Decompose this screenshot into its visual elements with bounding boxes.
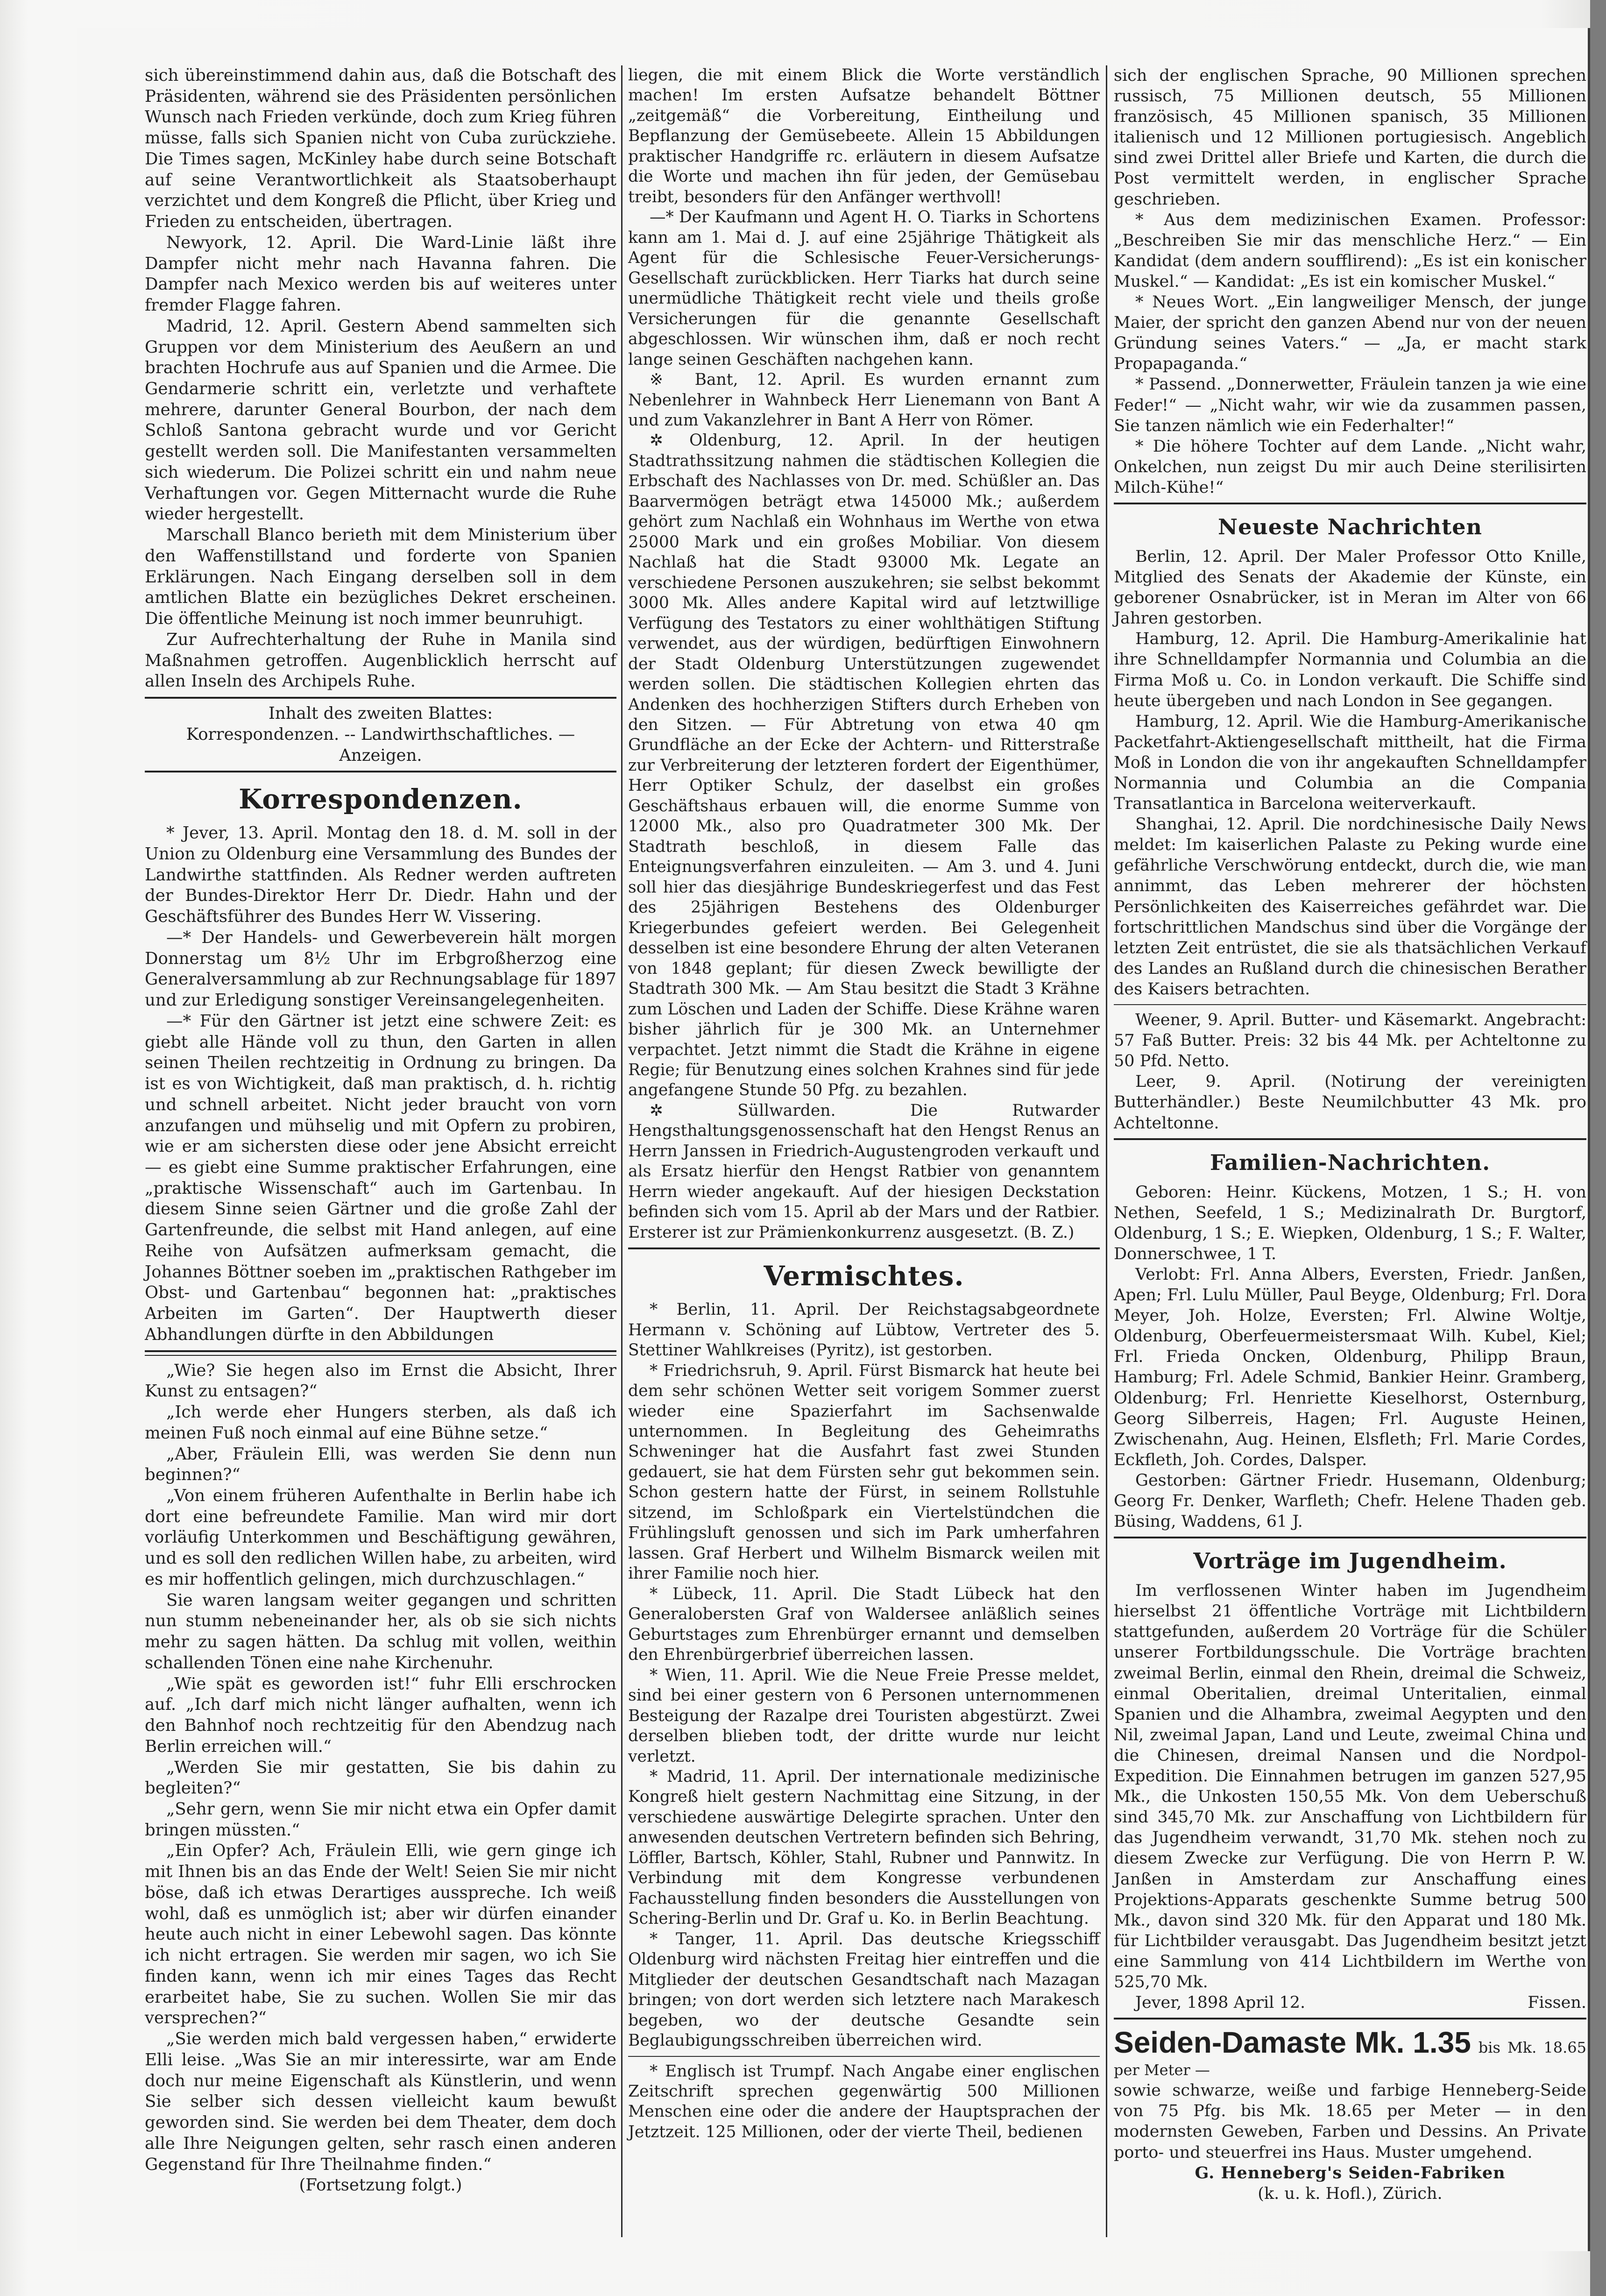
paragraph: * Berlin, 11. April. Der Reichstagsabgeordnete Hermann v. Schöning auf Lübtow, Vertreter des 5. Stettiner Wahlkreises (Pyritz), ist gestorben.: [628, 1300, 1100, 1360]
divider: [145, 697, 616, 699]
ad-body: sowie schwarze, weiße und farbige Henneberg-Seide von 75 Pfg. bis Mk. 18.65 per Meter — in den modernsten Geweben, Farben und Dessins. An Private porto- und steuerfrei ins Haus. Muster umgehend.: [1114, 2081, 1586, 2162]
column-rule: [1106, 65, 1107, 2237]
section-heading: Korrespondenzen.: [239, 783, 523, 815]
column-rule: [621, 65, 623, 2237]
paragraph: „Sehr gern, wenn Sie mir nicht etwa ein Opfer damit bringen müssten.“: [145, 1800, 616, 1840]
paragraph: * Passend. „Donnerwetter, Fräulein tanzen ja wie eine Feder!“ — „Nicht wahr, wir wie da zusammen passen, Sie tanzen nämlich wie ein Federhalter!“: [1114, 375, 1586, 435]
paragraph: Sie waren langsam weiter gegangen und schritten nun stumm nebeneinander her, als ob sie sich nichts mehr zu sagen hätten. Da schlug mit vollen, weithin schallenden Tönen eine nahe Kirchenuhr.: [145, 1590, 616, 1672]
contents-text: Korrespondenzen. -- Landwirthschaftliches. — Anzeigen.: [186, 724, 575, 765]
paragraph: sich übereinstimmend dahin aus, daß die Botschaft des Präsidenten, während sie des Präsidenten persönlichen Wunsch nach Frieden verkünde, doch zum Krieg führen müsse, falls sich Spanien nicht von Cuba zurückziehe. Die Times sagen, McKinley habe durch seine Botschaft auf seine Verantwortlichkeit als Staatsoberhaupt verzichtet und dem Kongreß die Pflicht, über Krieg und Frieden zu entscheiden, übertragen.: [145, 66, 616, 232]
paragraph: „Von einem früheren Aufenthalte in Berlin habe ich dort eine befreundete Familie. Man wird mir dort vorläufig Unterkommen und Beschäftigung gewähren, und es soll den redlichen Willen habe, zu arbeiten, wird es mir hoffentlich gelingen, mich durchzuschlagen.“: [145, 1486, 616, 1589]
ad-title: Seiden-Damaste Mk. 1.35: [1114, 2026, 1471, 2060]
paragraph: * Lübeck, 11. April. Die Stadt Lübeck hat den Generalobersten Graf von Waldersee anläßlich seines Geburtstages zum Ehrenbürger ernannt und demselben den Ehrenbürgerbrief überreichen lassen.: [628, 1584, 1100, 1665]
paragraph: „Ein Opfer? Ach, Fräulein Elli, wie gern ginge ich mit Ihnen bis an das Ende der Welt! Seien Sie mir nicht böse, daß ich etwas Derartiges ausspreche. Ich weiß wohl, daß es unmöglich ist; aber wir dürfen einander heute auch nicht in einer Lebewohl sagen. Das könnte ich nicht ertragen. Sie werden mir sagen, wo ich Sie finden kann, wenn ich mir eines Tages das Recht erarbeitet habe, Sie zu suchen. Wollen Sie mir das versprechen?“: [145, 1841, 616, 2028]
paragraph: * Englisch ist Trumpf. Nach Angabe einer englischen Zeitschrift sprechen gegenwärtig 500 Millionen Menschen eine oder die andere der Hauptsprachen der Jetztzeit. 125 Millionen, oder der vierte Theil, bedienen: [628, 2062, 1100, 2141]
paragraph: * Friedrichsruh, 9. April. Fürst Bismarck hat heute bei dem sehr schönen Wetter seit vorigem Sommer zuerst wieder eine Spazierfahrt im Sachsenwalde unternommen. In Begleitung des Geheimraths Schweninger hat die Ausfahrt fast zwei Stunden gedauert, sie hat dem Fürsten sehr gut bekommen sein. Schon gestern hatte der Fürst, in seinem Rollstuhle sitzend, im Schloßpark ein Viertelstündchen die Frühlingsluft genossen und sich im Park umherfahren lassen. Graf Herbert und Wilhelm Bismarck weilen mit ihrer Familie noch hier.: [628, 1361, 1100, 1583]
paragraph: Geboren: Heinr. Kückens, Motzen, 1 S.; H. von Nethen, Seefeld, 1 S.; Medizinalrath Dr. Burgtorf, Oldenburg, 1 S.; E. Wiepken, Oldenburg, 1 S.; F. Walter, Donnerschwee, 1 T.: [1114, 1183, 1586, 1263]
paragraph: liegen, die mit einem Blick die Worte verständlich machen! Im ersten Aufsatze behandelt Böttner „zeitgemäß“ die Vorbereitung, Eintheilung und Bepflanzung der Gemüsebeete. Allein 15 Abbildungen praktischer Handgriffe rc. erläutern in diesem Aufsatze die Worte und machen ihn für jeden, der Gemüsebau treibt, besonders für den Anfänger werthvoll!: [628, 66, 1100, 206]
advertisement: [1114, 2025, 1586, 2204]
signature-line: [1114, 1992, 1586, 2013]
paragraph: ✲ Oldenburg, 12. April. In der heutigen Stadtrathssitzung nahmen die städtischen Kollegien die Erbschaft des Nachlasses von Dr. med. Schüßler an. Das Baarvermögen beträgt etwa 145000 Mk.; außerdem gehört zum Nachlaß ein Wohnhaus im Werthe von etwa 25000 Mark und ein großes Mobiliar. Von diesem Nachlaß hat die Stadt 93000 Mk. Legate an verschiedene Personen auszukehren; sie selbst bekommt 3000 Mk. Alles andere Kapital wird auf letztwillige Verfügung des Testators zu einer wohlthätigen Stiftung verwendet, aus der würdigen, bedürftigen Einwohnern der Stadt Oldenburg Unterstützungen zugewendet werden sollen. Die städtischen Kollegien ehrten das Andenken des hochherzigen Stifters durch Erheben von den Sitzen. — Für Abtretung von etwa 40 qm Grundfläche an der Ecke der Achtern- und Ritterstraße zur Verbreiterung der letzteren fordert der Eigenthümer, Herr Optiker Schulz, der daselbst ein großes Geschäftshaus erbauen will, die enorme Summe von 12000 Mk., also pro Quadratmeter 300 Mk. Der Stadtrath beschloß, in diesem Falle das Enteignungsverfahren einzuleiten. — Am 3. und 4. Juni soll hier das diesjährige Bundeskriegerfest und das Fest des 25jährigen Bestehens des Oldenburger Kriegerbundes gefeiert werden. Bei Gelegenheit desselben ist eine besondere Ehrung der alten Veteranen von 1848 geplant; für diesen Zweck bewilligte der Stadtrath 300 Mk. — Am Stau besitzt die Stadt 3 Krähne zum Löschen und Laden der Schiffe. Diese Krähne waren bisher jährlich für je 300 Mk. an Unternehmer verpachtet. Jetzt nimmt die Stadt die Krähne in eigene Regie; für Benutzung eines solchen Krahnes sind für jede angefangene Stunde 50 Pfg. zu bezahlen.: [628, 431, 1100, 1100]
paragraph: Verlobt: Frl. Anna Albers, Eversten, Friedr. Janßen, Apen; Frl. Lulu Müller, Paul Beyge, Oldenburg; Frl. Dora Meyer, Joh. Holze, Eversten; Frl. Alwine Woltje, Oldenburg, Oberfeuermeistersmaat Wilh. Kubel, Kiel; Frl. Frieda Oncken, Oldenburg, Philipp Braun, Hamburg; Frl. Adele Schmid, Bankier Heinr. Gramberg, Oldenburg; Frl. Henriette Kieselhorst, Osternburg, Georg Silberreis, Hagen; Frl. Auguste Heinen, Zwischenahn, Aug. Heinen, Elsfleth; Frl. Marie Cordes, Eckfleth, Joh. Cordes, Dalsper.: [1114, 1265, 1586, 1469]
paragraph: * Neues Wort. „Ein langweiliger Mensch, der junge Maier, der spricht den ganzen Abend nur von der neuen Gründung seines Vaters.“ — „Ja, er macht stark Propapaganda.“: [1114, 293, 1586, 374]
paragraph: Shanghai, 12. April. Die nordchinesische Daily News meldet: Im kaiserlichen Palaste zu Peking wurde eine gefährliche Verschwörung entdeckt, durch die, wie man annimmt, das Leben mehrerer der höchsten Persönlichkeiten des Kaiserreiches gefährdet war. Die fortschrittlichen Mandschus sind über die Vorgänge der letzten Zeit entrüstet, die sie als thatsächlichen Verkauf des Landes an Rußland durch die chinesischen Berather des Kaisers betrachten.: [1114, 815, 1586, 999]
page-edge: [1590, 0, 1606, 2296]
paragraph: „Wie spät es geworden ist!“ fuhr Elli erschrocken auf. „Ich darf mich nicht länger aufhalten, wenn ich den Bahnhof noch rechtzeitig für den Abendzug nach Berlin erreichen will.“: [145, 1674, 616, 1756]
paragraph: Hamburg, 12. April. Wie die Hamburg-Amerikanische Packetfahrt-Aktiengesellschaft mittheilt, hat die Firma Moß in London die von ihr angekauften Schnelldampfer Normannia und Columbia an die Compania Transatlantica in Barcelona weiterverkauft.: [1114, 712, 1586, 814]
paragraph: Marschall Blanco berieth mit dem Ministerium über den Waffenstillstand und forderte von Spanien Erklärungen. Nach Eingang derselben soll in dem amtlichen Blatte ein bezügliches Dekret erscheinen. Die öffentliche Meinung ist noch immer beunruhigt.: [145, 525, 616, 629]
feuilleton: [145, 1361, 616, 2196]
paragraph: Berlin, 12. April. Der Maler Professor Otto Knille, Mitglied des Senats der Akademie der Künste, ein geborener Osnabrücker, ist in Meran im Alter von 66 Jahren gestorben.: [1114, 547, 1586, 628]
paragraph: * Wien, 11. April. Wie die Neue Freie Presse meldet, sind bei einer gestern von 6 Personen unternommenen Besteigung der Razalpe drei Touristen abgestürzt. Zwei derselben blieben todt, der dritte wurde nur leicht verletzt.: [628, 1665, 1100, 1766]
signer: Fissen.: [1528, 1993, 1586, 2013]
paragraph: ✲ Süllwarden. Die Rutwarder Hengsthaltungsgenossenschaft hat den Hengst Renus an Herrn Janssen in Friedrich-Augustengroden verkauft und als Ersatz hierfür den Hengst Ratbier von genanntem Herrn wieder angekauft. Auf der hiesigen Deckstation befinden sich vom 15. April ab der Mars und der Ratbier. Ersterer ist zur Prämienkonkurrenz ausgesetzt. (B. Z.): [628, 1101, 1100, 1242]
paragraph: „Ich werde eher Hungers sterben, als daß ich meinen Fuß noch einmal auf eine Bühne setze.“: [145, 1403, 616, 1443]
section-heading: Vermischtes.: [764, 1260, 964, 1292]
section-heading: Vorträge im Jugendheim.: [1193, 1548, 1507, 1574]
paragraph: * Jever, 13. April. Montag den 18. d. M. soll in der Union zu Oldenburg eine Versammlung des Bundes der Landwirthe stattfinden. Als Redner werden auftreten der Bundes-Direktor Herr Dr. Diedr. Hahn und der Geschäftsführer des Bundes Herr W. Vissering.: [145, 823, 616, 927]
ad-firm-sub: (k. u. k. Hofl.), Zürich.: [1258, 2184, 1443, 2203]
paragraph: Madrid, 12. April. Gestern Abend sammelten sich Gruppen vor dem Ministerium des Aeußern an und brachten Hochrufe aus auf Spanien und die Armee. Die Gendarmerie schritt ein, verletzte und verhaftete mehrere, darunter General Bourbon, der nach dem Schloß Santona gebracht wurde und vor Gericht gestellt werden soll. Die Manifestanten versammelten sich wiederum. Die Polizei schritt ein und nahm neue Verhaftungen vor. Gegen Mitternacht wurde die Ruhe wieder hergestellt.: [145, 316, 616, 524]
paragraph: * Madrid, 11. April. Der internationale medizinische Kongreß hielt gestern Nachmittag eine Sitzung, in der verschiedene auswärtige Delegirte sprachen. Unter den anwesenden deutschen Vertretern befinden sich Behring, Löffler, Bartsch, Köhler, Stahl, Rubner und Pannwitz. In Verbindung mit dem Kongresse verbundenen Fachausstellung finden besonders die Ausstellungen von Schering-Berlin und Dr. Graf u. Ko. in Berlin Beachtung.: [628, 1767, 1100, 1928]
section-heading: Familien-Nachrichten.: [1210, 1149, 1491, 1175]
divider: [1114, 1138, 1586, 1140]
column-2: [628, 65, 1100, 2142]
ad-title-tail: bis Mk. 18.65 per Meter —: [1114, 2039, 1586, 2079]
divider: [145, 771, 616, 772]
paragraph: „Werden Sie mir gestatten, Sie bis dahin zu begleiten?“: [145, 1757, 616, 1798]
contents-title: Inhalt des zweiten Blattes:: [268, 704, 493, 723]
paragraph: Zur Aufrechterhaltung der Ruhe in Manila sind Maßnahmen getroffen. Augenblicklich herrscht auf allen Inseln des Archipels Ruhe.: [145, 630, 616, 691]
ad-firm: G. Henneberg's Seiden-Fabriken: [1195, 2163, 1506, 2183]
divider: [1114, 2018, 1586, 2020]
continuation-note: (Fortsetzung folgt.): [299, 2176, 462, 2195]
paragraph: „Wie? Sie hegen also im Ernst die Absicht, Ihrer Kunst zu entsagen?“: [145, 1361, 616, 1401]
paragraph: Weener, 9. April. Butter- und Käsemarkt. Angebracht: 57 Faß Butter. Preis: 32 bis 44 Mk. per Achteltonne zu 50 Pfd. Netto.: [1114, 1011, 1586, 1071]
paragraph: —* Der Handels- und Gewerbeverein hält morgen Donnerstag um 8½ Uhr im Erbgroßherzog eine Generalversammlung ab zur Rechnungsablage für 1897 und zur Erledigung sonstiger Vereinsangelegenheiten.: [145, 928, 616, 1010]
column-1: [145, 65, 616, 2196]
paragraph: Im verflossenen Winter haben im Jugendheim hierselbst 21 öffentliche Vorträge mit Lichtbildern stattgefunden, außerdem 20 Vorträge für die Schüler unserer Fortbildungsschule. Die Vorträge brachten zweimal Berlin, einmal den Rhein, dreimal die Schweiz, einmal Oberitalien, dreimal Unteritalien, einmal Spanien und die Alhambra, zweimal Aegypten und den Nil, zweimal Japan, Land und Leute, zweimal China und die Chinesen, dreimal Nansen und die Nordpol-Expedition. Die Einnahmen betrugen im ganzen 527,95 Mk., die Unkosten 150,55 Mk. Von dem Ueberschuß sind 345,70 Mk. zur Anschaffung von Lichtbildern für das Jugendheim verwandt, 31,70 Mk. stehen noch zu diesem Zwecke zur Verfügung. Die von Herrn P. W. Janßen in Amsterdam zur Anschaffung eines Projektions-Apparats geschenkte Summe betrug 500 Mk., davon sind 320 Mk. für den Apparat und 180 Mk. für Lichtbilder verausgabt. Das Jugendheim besitzt jetzt eine Sammlung von 414 Lichtbildern im Werthe von 525,70 Mk.: [1114, 1581, 1586, 1991]
paragraph: —* Der Kaufmann und Agent H. O. Tiarks in Schortens kann am 1. Mai d. J. auf eine 25jährige Thätigkeit als Agent für die Schlesische Feuer-Versicherungs-Gesellschaft zurückblicken. Herr Tiarks hat durch seine unermüdliche Thätigkeit recht viele und theils große Versicherungen für die genannte Gesellschaft abgeschlossen. Wir wünschen ihm, daß er noch recht lange seinen Geschäften nachgehen kann.: [628, 208, 1100, 369]
paragraph: * Aus dem medizinischen Examen. Professor: „Beschreiben Sie mir das menschliche Herz.“ — Ein Kandidat (dem andern soufflirend): „Es ist ein konischer Muskel.“ — Kandidat: „Es ist ein komischer Muskel.“: [1114, 210, 1586, 291]
paragraph: Leer, 9. April. (Notirung der vereinigten Butterhändler.) Beste Neumilchbutter 43 Mk. pro Achteltonne.: [1114, 1072, 1586, 1133]
paragraph: Hamburg, 12. April. Die Hamburg-Amerikalinie hat ihre Schnelldampfer Normannia und Columbia an die Firma Moß u. Co. in London verkauft. Die Schiffe sind heute übergeben und nach London in See gegangen.: [1114, 630, 1586, 710]
news-section: [145, 65, 616, 692]
feuilleton-divider: [145, 1350, 616, 1356]
paragraph: „Aber, Fräulein Elli, was werden Sie denn nun beginnen?“: [145, 1444, 616, 1485]
paragraph: ※ Bant, 12. April. Es wurden ernannt zum Nebenlehrer in Wahnbeck Herr Lienemann von Bant A und zum Vakanzlehrer in Bant A Herr von Römer.: [628, 370, 1100, 430]
paragraph: Gestorben: Gärtner Friedr. Husemann, Oldenburg; Georg Fr. Denker, Warfleth; Chefr. Helene Thaden geb. Büsing, Waddens, 61 J.: [1114, 1471, 1586, 1531]
divider: [1114, 503, 1586, 504]
paragraph: sich der englischen Sprache, 90 Millionen sprechen russisch, 75 Millionen deutsch, 55 Millionen französisch, 45 Millionen spanisch, 35 Millionen italienisch und 12 Millionen portugiesisch. Angeblich sind zwei Drittel aller Briefe und Karten, die durch die Post vermittelt werden, in englischer Sprache geschrieben.: [1114, 66, 1586, 209]
divider: [628, 1247, 1100, 1249]
section-heading: Neueste Nachrichten: [1218, 514, 1482, 539]
column-3: [1114, 65, 1586, 2204]
divider: [1114, 1537, 1586, 1538]
sign-date: Jever, 1898 April 12.: [1135, 1993, 1306, 2013]
paragraph: Newyork, 12. April. Die Ward-Linie läßt ihre Dampfer nicht mehr nach Havanna fahren. Die Dampfer nach Mexico werden bis auf weiteres unter fremder Flagge fahren.: [145, 233, 616, 315]
paragraph: —* Für den Gärtner ist jetzt eine schwere Zeit: es giebt alle Hände voll zu thun, den Garten in allen seinen Theilen rechtzeitig in Ordnung zu bringen. Da ist es von Wichtigkeit, daß man praktisch, d. h. richtig und schnell arbeitet. Nicht jeder braucht von vorn anzufangen und mühselig und mit Opfern zu probiren, wie er am sichersten diese oder jene Absicht erreicht — es giebt eine Summe praktischer Erfahrungen, eine „praktische Wissenschaft“ auch im Gartenbau. In diesem Sinne seien Gärtner und die große Zahl der Gartenfreunde, die selbst mit Hand anlegen, auf eine Reihe von Aufsätzen aufmerksam gemacht, die Johannes Böttner soeben im „praktischen Rathgeber im Obst- und Gartenbau“ begonnen hat: „praktisches Arbeiten im Garten“. Der Hauptwerth dieser Abhandlungen dürfte in den Abbildungen: [145, 1011, 616, 1344]
paragraph: * Die höhere Tochter auf dem Lande. „Nicht wahr, Onkelchen, nun zeigst Du mir auch Deine sterilisirten Milch-Kühe!“: [1114, 437, 1586, 497]
divider: [628, 2056, 1100, 2057]
paragraph: * Tanger, 11. April. Das deutsche Kriegsschiff Oldenburg wird nächsten Freitag hier eintreffen und die Mitglieder der deutschen Gesandtschaft nach Mazagan bringen; von dort werden sich letztere nach Marakesch begeben, wo der deutsche Gesandte sein Beglaubigungsschreiben überreichen wird.: [628, 1929, 1100, 2050]
paragraph: „Sie werden mich bald vergessen haben,“ erwiderte Elli leise. „Was Sie an mir interessirte, war am Ende doch nur meine Eigenschaft als Künstlerin, und wenn Sie selber sich dessen vielleicht kaum bewußt geworden sind. Sie werden bei dem Theater, dem doch alle Ihre Neigungen gelten, sehr rasch einen anderen Gegenstand für Ihre Theilnahme finden.“: [145, 2029, 616, 2174]
divider: [1114, 1004, 1586, 1005]
